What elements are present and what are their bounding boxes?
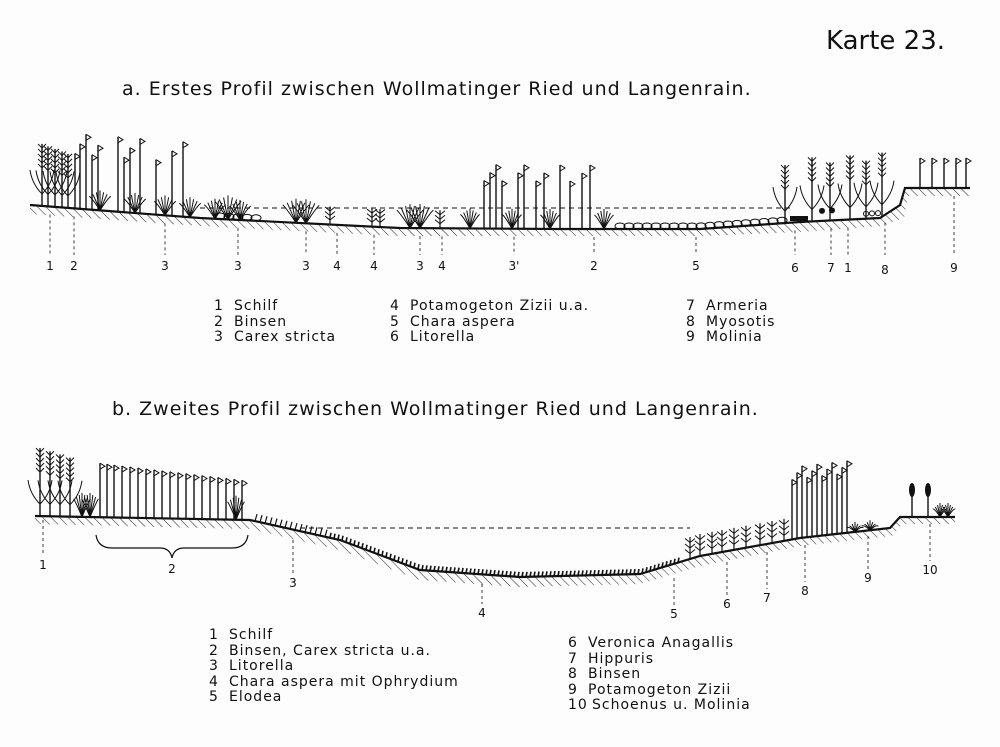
legend-a-column-3 (686, 299, 775, 346)
marker-b-6: 6 (723, 597, 731, 611)
water-plant (685, 537, 695, 559)
schilf-plant (43, 149, 67, 207)
reed-plant (226, 478, 231, 519)
water-plant (695, 534, 705, 556)
marker-a-10: 3' (508, 259, 520, 273)
legend-b-item: 9 Potamogeton Zizii (568, 681, 732, 698)
reed-plant (202, 476, 207, 520)
profile-a-title: a. Erstes Profil zwischen Wollmatinger Ried und Langenrain. (122, 78, 752, 100)
reed-plant (570, 181, 575, 229)
legend-a-column-2 (390, 299, 589, 346)
reed-plant (582, 173, 587, 229)
sedge-tuft (502, 209, 521, 229)
reed-plant (162, 471, 167, 519)
reed-plant (172, 151, 177, 216)
litorella-mat (790, 216, 808, 221)
legend-b-column-2 (568, 636, 751, 714)
map-label: Karte 23. (826, 26, 946, 56)
marker-a-17: 9 (950, 261, 958, 275)
reed-plant (827, 469, 832, 535)
marker-a-6: 4 (333, 259, 341, 273)
sedge-tuft (460, 208, 479, 228)
reed-plant (802, 466, 807, 538)
reed-plant (170, 472, 175, 519)
reed-plant (518, 173, 523, 229)
reed-plant (832, 462, 837, 534)
sedge-tuft (594, 209, 613, 229)
reed-plant (837, 474, 842, 534)
legend-b-item: 7 Hippuris (568, 650, 655, 667)
reed-plant (100, 463, 105, 517)
reed-plant (792, 479, 797, 539)
reed-plant (807, 477, 812, 537)
reed-plant (146, 469, 151, 518)
reed-plant (210, 476, 215, 519)
armeria-flower (829, 207, 835, 213)
legend-a-item: 9 Molinia (686, 329, 763, 345)
legend-b-item: 4 Chara aspera mit Ophrydium (209, 673, 459, 690)
reed-plant (118, 137, 123, 212)
reed-plant (186, 474, 191, 519)
water-plant (741, 526, 751, 548)
marker-b-1: 1 (39, 558, 47, 572)
reed-plant (560, 165, 565, 229)
sedge-tuft (124, 193, 146, 213)
water-plant (767, 521, 777, 543)
reed-plant (932, 158, 937, 188)
legend-b-item: 5 Elodea (209, 689, 283, 705)
marker-a-5: 3 (302, 259, 310, 273)
marker-a-14: 7 (827, 261, 835, 275)
myosotis-flower (870, 211, 875, 216)
schoenus-plant (909, 483, 915, 517)
legend-a-item: 4 Potamogeton Zizii u.a. (390, 298, 590, 314)
reed-plant (944, 158, 949, 188)
reed-plant (590, 165, 595, 229)
legend-a-item: 6 Litorella (390, 329, 476, 345)
reed-plant (812, 471, 817, 537)
legend-b-column-1 (209, 628, 459, 706)
schilf-plant (854, 161, 878, 219)
reed-plant (524, 165, 529, 229)
marker-a-9: 4 (438, 259, 446, 273)
reed-plant (966, 158, 971, 188)
legend-b-item: 2 Binsen, Carex stricta u.a. (209, 642, 431, 659)
legend-b-item: 1 Schilf (209, 627, 274, 643)
reed-plant (496, 165, 501, 229)
water-plant (755, 523, 765, 545)
reed-plant (154, 470, 159, 518)
marker-a-15: 1 (844, 261, 852, 275)
schilf-plant (870, 153, 894, 217)
water-plant (729, 528, 739, 550)
legend-a-item: 5 Chara aspera (390, 313, 516, 330)
marker-a-2: 2 (70, 259, 78, 273)
marker-b-10: 10 (922, 563, 938, 577)
marker-b-7: 7 (763, 591, 771, 605)
marker-b-8: 8 (801, 584, 809, 598)
water-plant (325, 207, 335, 225)
sedge-tuft (540, 209, 559, 229)
reed-plant (86, 134, 91, 209)
reed-plant (114, 465, 119, 517)
legend-a-item: 1 Schilf (214, 298, 279, 314)
armeria-flower (819, 208, 825, 214)
marker-b-9: 9 (864, 571, 872, 585)
legend-b-item: 10 Schoenus u. Molinia (568, 697, 751, 713)
reed-plant (822, 476, 827, 536)
reed-plant (490, 173, 495, 229)
marker-b-5: 5 (670, 607, 678, 621)
reed-plant (920, 158, 925, 188)
legend-a-item: 7 Armeria (686, 298, 769, 314)
marker-b-4: 4 (478, 606, 486, 620)
water-plant (367, 209, 377, 227)
reed-plant (842, 467, 847, 533)
myosotis-flower (876, 211, 881, 216)
marker-a-1: 1 (46, 259, 54, 273)
marker-b-2: 2 (168, 562, 176, 576)
legend-a-item: 8 Myosotis (686, 313, 776, 330)
reed-plant (817, 464, 822, 536)
reed-plant (122, 466, 127, 518)
reed-plant (536, 181, 541, 229)
schoenus-plant (925, 483, 931, 517)
reed-plant (138, 468, 143, 518)
reed-plant (502, 181, 507, 229)
profile-a-ground (30, 188, 970, 236)
legend-a-item: 3 Carex stricta (214, 329, 337, 345)
marker-a-16: 8 (881, 263, 889, 277)
reed-plant (242, 480, 247, 520)
chara-row (330, 533, 679, 577)
profile-b-title: b. Zweites Profil zwischen Wollmatinger Ried und Langenrain. (112, 398, 759, 420)
legend-a-column-1 (214, 299, 336, 346)
marker-a-11: 2 (590, 259, 598, 273)
schilf-plant (773, 165, 797, 223)
reed-plant (130, 467, 135, 518)
water-plant (435, 210, 445, 228)
reed-plant (847, 461, 852, 533)
marker-a-7: 4 (370, 259, 378, 273)
marker-b-3: 3 (289, 576, 297, 590)
sedge-tuft (941, 503, 955, 517)
profile-b-bracket-2 (96, 535, 248, 558)
marker-a-4: 3 (234, 259, 242, 273)
reed-plant (194, 475, 199, 519)
marker-a-8: 3 (416, 259, 424, 273)
reed-plant (218, 477, 223, 519)
water-plant (717, 530, 727, 552)
reed-plant (956, 158, 961, 188)
marker-a-12: 5 (692, 259, 700, 273)
water-plant (707, 532, 717, 554)
legend-b-item: 8 Binsen (568, 666, 642, 682)
reed-plant (107, 464, 112, 517)
legend-b-item: 6 Veronica Anagallis (568, 635, 735, 651)
reed-plant (80, 144, 85, 209)
marker-a-13: 6 (791, 261, 799, 275)
legend-b-item: 3 Litorella (209, 658, 295, 674)
legend-a-item: 2 Binsen (214, 313, 288, 330)
marker-a-3: 3 (161, 259, 169, 273)
reed-plant (484, 181, 489, 229)
reed-plant (178, 473, 183, 519)
water-plant (779, 519, 789, 541)
profile-b-vegetation (28, 448, 955, 577)
schilf-plant (56, 154, 80, 208)
